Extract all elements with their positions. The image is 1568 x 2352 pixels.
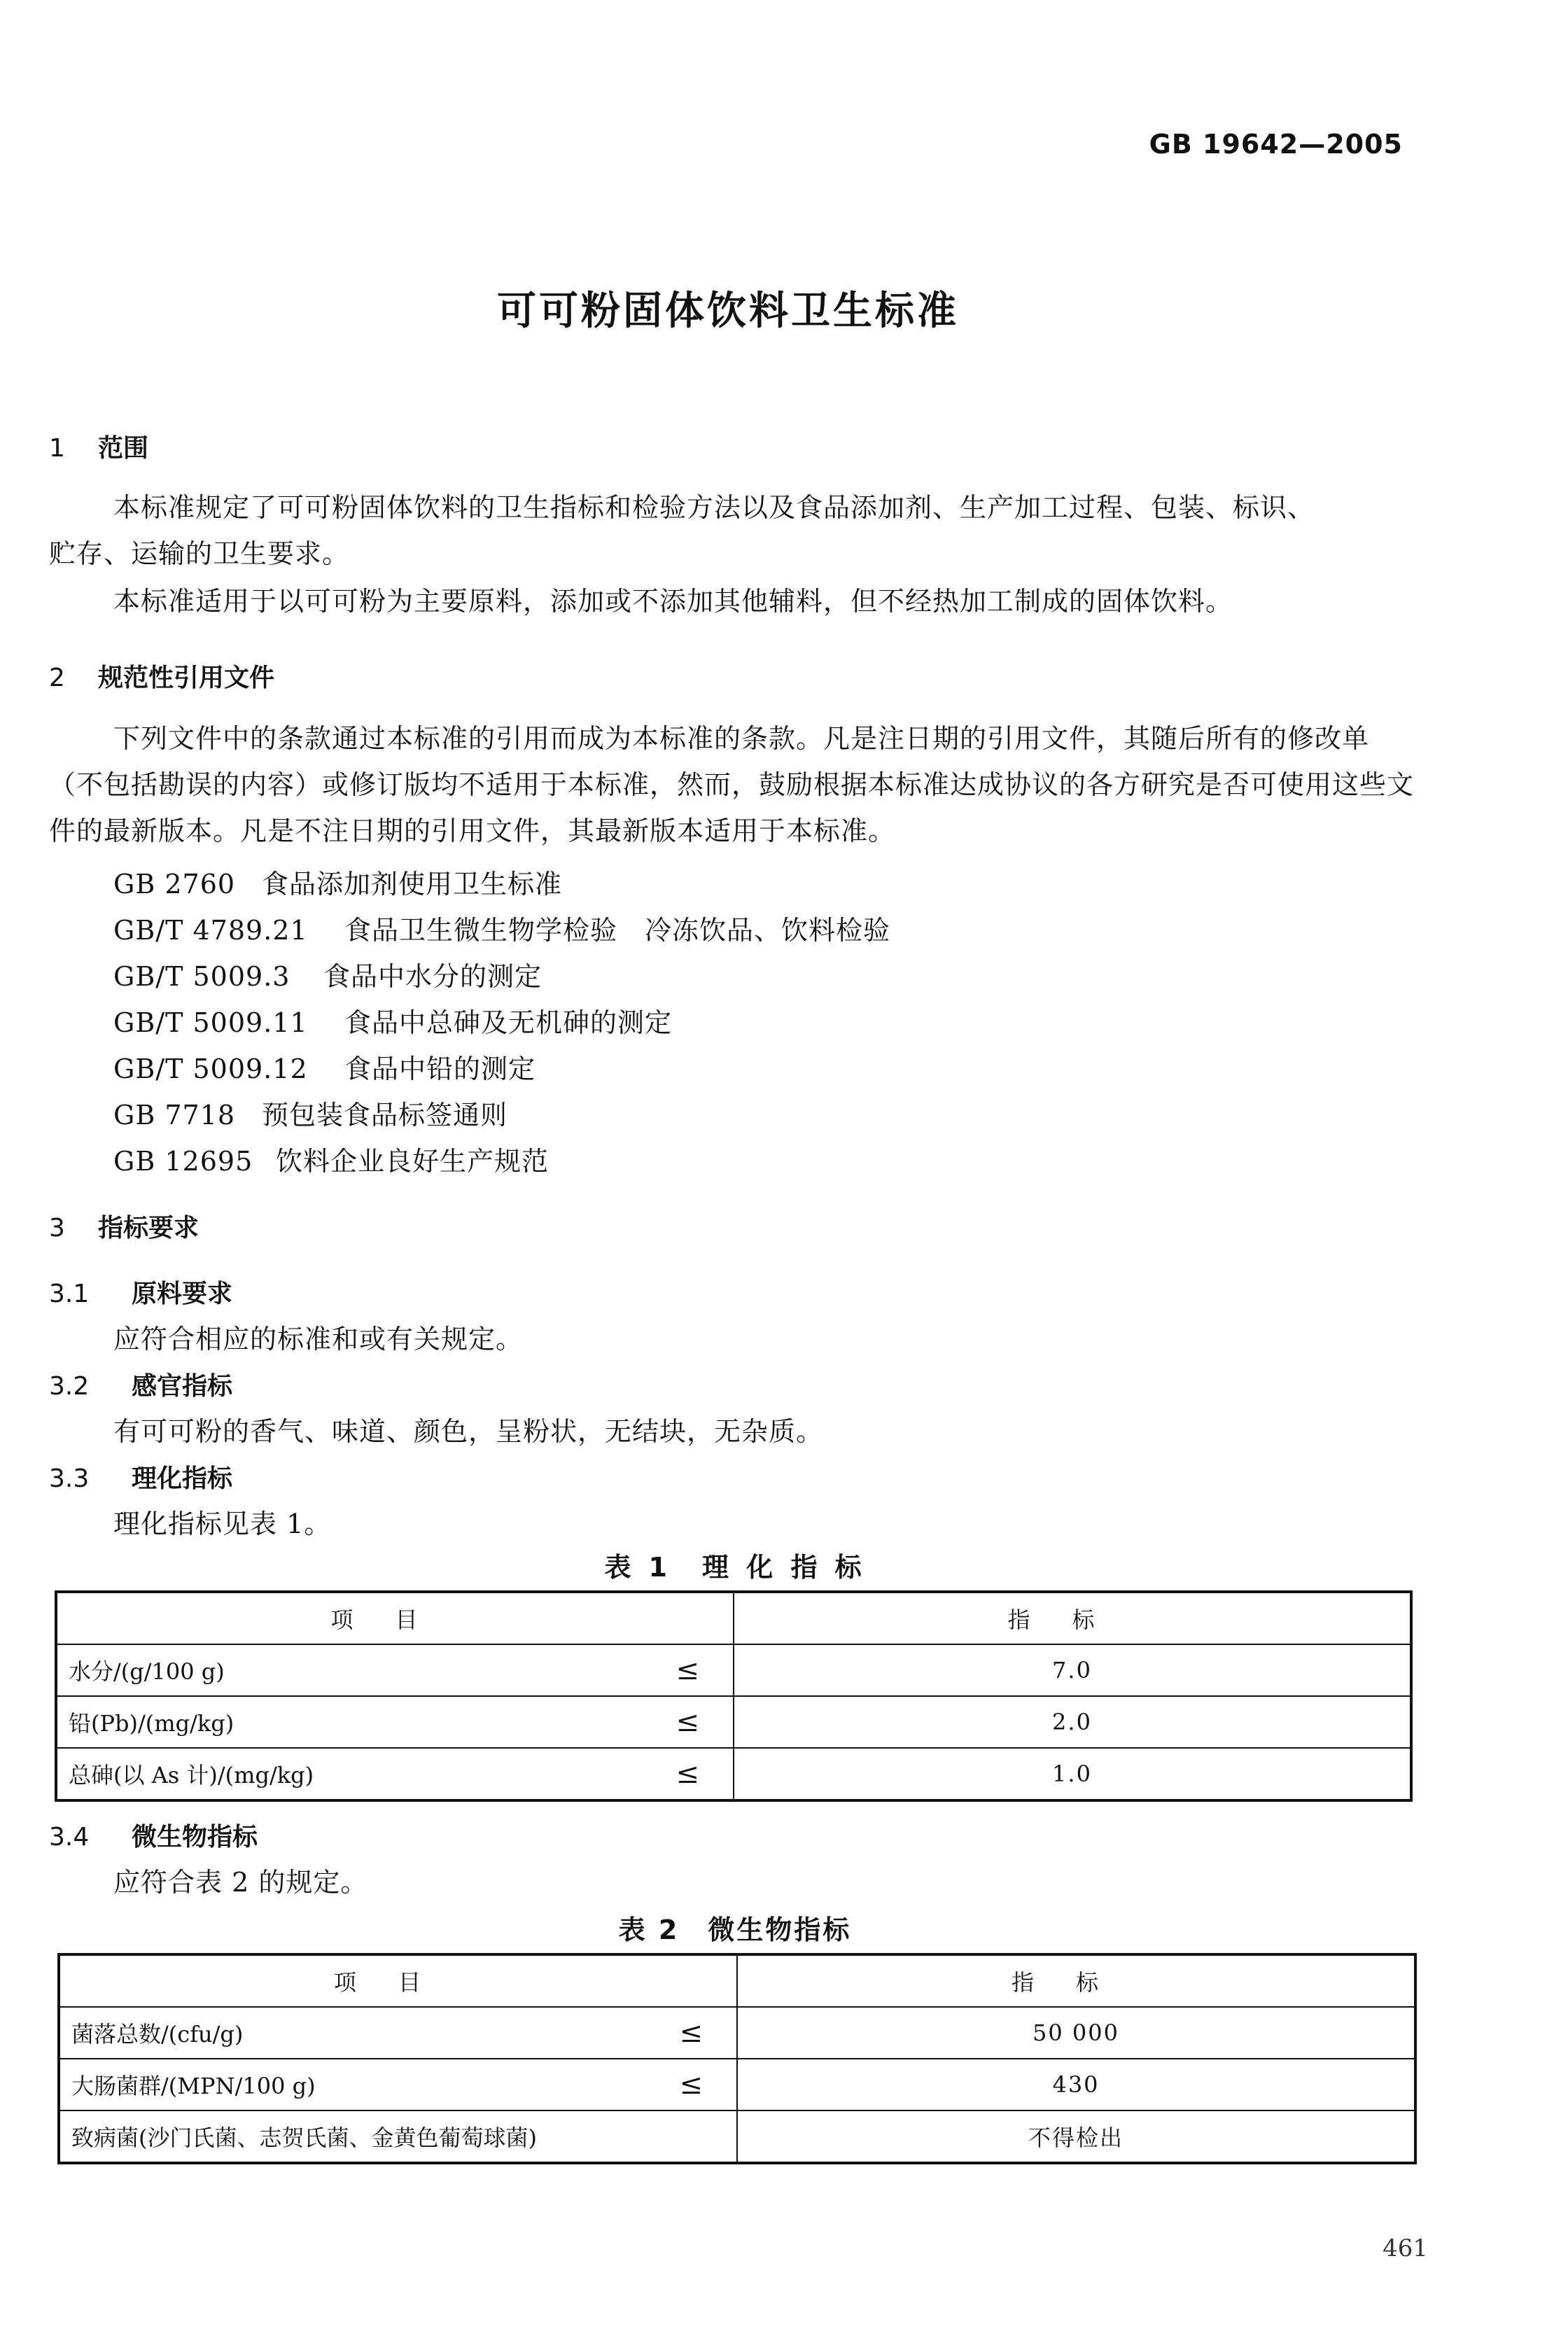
standard-number: GB 19642—2005 (1149, 129, 1403, 160)
table-1-caption: 表 1 理 化 指 标 (604, 1552, 866, 1583)
value-cell: 7.0 (734, 1644, 1411, 1696)
item-cell (59, 2007, 737, 2059)
section-3-4-heading (49, 1817, 258, 1853)
reference-item (113, 1047, 536, 1086)
value-cell: 430 (737, 2059, 1415, 2110)
reference-code: GB 12695 (113, 1146, 253, 1177)
reference-name: 食品卫生微生物学检验 冷冻饮品、饮料检验 (344, 915, 891, 946)
item-cell (56, 1644, 734, 1696)
section-3-heading (49, 1208, 199, 1244)
item-cell (59, 2110, 737, 2163)
section-1-heading (49, 428, 148, 464)
less-equal-symbol: ≤ (679, 2068, 703, 2101)
item-cell (56, 1696, 734, 1748)
table-row (56, 1696, 1411, 1748)
reference-item (113, 1001, 672, 1040)
table-row (56, 1644, 1411, 1696)
less-equal-symbol: ≤ (676, 1706, 699, 1738)
reference-item (113, 1140, 549, 1178)
reference-code: GB 7718 (113, 1100, 236, 1130)
reference-name: 食品中铅的测定 (344, 1054, 536, 1084)
table-header-row (56, 1592, 1411, 1644)
value-cell: 不得检出 (737, 2110, 1415, 2163)
reference-item (113, 862, 562, 901)
section-1-paragraph-1: 本标准规定了可可粉固体饮料的卫生指标和检验方法以及食品添加剂、生产加工过程、包装、标识、 (113, 492, 1315, 523)
table-2 (57, 1953, 1417, 2164)
section-title: 理化指标 (132, 1464, 233, 1493)
reference-name: 食品中水分的测定 (323, 961, 542, 992)
section-number: 3.3 (49, 1464, 90, 1493)
column-header-value: 指标 (737, 1954, 1415, 2007)
reference-item (113, 1093, 507, 1132)
reference-name: 饮料企业良好生产规范 (276, 1146, 550, 1177)
section-title: 原料要求 (132, 1280, 233, 1308)
section-number: 3 (49, 1214, 65, 1242)
item-label: 菌落总数/(cfu/g) (71, 2021, 244, 2047)
table-row (59, 2007, 1415, 2059)
section-number: 2 (49, 664, 65, 692)
item-label: 铅(Pb)/(mg/kg) (69, 1710, 234, 1737)
item-label: 大肠菌群/(MPN/100 g) (71, 2073, 316, 2099)
section-3-4-text: 应符合表 2 的规定。 (113, 1867, 368, 1898)
section-3-3-text: 理化指标见表 1。 (113, 1508, 332, 1539)
section-number: 3.4 (49, 1823, 90, 1851)
section-title: 范围 (98, 434, 149, 463)
table-2-caption: 表 2 微生物指标 (618, 1914, 852, 1945)
reference-name: 预包装食品标签通则 (262, 1100, 508, 1130)
column-header-item: 项目 (56, 1592, 734, 1644)
section-title: 微生物指标 (132, 1823, 258, 1851)
section-2-paragraph: 下列文件中的条款通过本标准的引用而成为本标准的条款。凡是注日期的引用文件，其随后所有的修改单（不包括勘误的内容）或修订版均不适用于本标准，然而，鼓励根据本标准达成协议的各方研究是否可使用这些文件的最新版本。凡是不注日期的引用文件，其最新版本适用于本标准。 (49, 723, 1415, 846)
less-equal-symbol: ≤ (676, 1758, 699, 1790)
table-header-row (59, 1954, 1415, 2007)
column-header-item: 项目 (59, 1954, 737, 2007)
section-3-2-text: 有可可粉的香气、味道、颜色，呈粉状，无结块，无杂质。 (113, 1416, 824, 1447)
table-row (59, 2059, 1415, 2110)
value-cell: 1.0 (734, 1748, 1411, 1800)
reference-name: 食品添加剂使用卫生标准 (262, 869, 563, 899)
item-label: 总砷(以 As 计)/(mg/kg) (69, 1762, 314, 1788)
page-number: 461 (1382, 2234, 1428, 2262)
reference-code: GB/T 4789.21 (113, 915, 308, 946)
table-row (56, 1748, 1411, 1800)
reference-code: GB/T 5009.3 (113, 961, 290, 992)
section-3-3-heading (49, 1459, 232, 1494)
reference-code: GB 2760 (113, 869, 236, 899)
section-number: 3.2 (49, 1372, 90, 1401)
reference-code: GB/T 5009.11 (113, 1007, 308, 1038)
item-label: 致病菌(沙门氏菌、志贺氏菌、金黄色葡萄球菌) (71, 2124, 537, 2151)
table-1 (55, 1590, 1413, 1802)
value-cell: 2.0 (734, 1696, 1411, 1748)
item-cell (56, 1748, 734, 1800)
section-3-1-heading (49, 1274, 232, 1310)
less-equal-symbol: ≤ (679, 2017, 703, 2049)
reference-name: 食品中总砷及无机砷的测定 (344, 1007, 673, 1038)
document-title: 可可粉固体饮料卫生标准 (497, 288, 959, 334)
item-cell (59, 2059, 737, 2110)
item-label: 水分/(g/100 g) (69, 1658, 225, 1685)
less-equal-symbol: ≤ (676, 1654, 699, 1686)
section-title: 感官指标 (132, 1372, 233, 1401)
section-title: 指标要求 (98, 1214, 200, 1242)
table-row (59, 2110, 1415, 2163)
section-3-1-text: 应符合相应的标准和或有关规定。 (113, 1324, 524, 1354)
section-number: 1 (49, 434, 65, 463)
column-header-value: 指标 (734, 1592, 1411, 1644)
section-3-2-heading (49, 1366, 232, 1402)
section-number: 3.1 (49, 1280, 90, 1308)
value-cell: 50 000 (737, 2007, 1415, 2059)
section-1-paragraph-2: 本标准适用于以可可粉为主要原料，添加或不添加其他辅料，但不经热加工制成的固体饮料。 (113, 586, 1233, 617)
reference-item (113, 955, 542, 993)
section-2-heading (49, 658, 274, 694)
reference-code: GB/T 5009.12 (113, 1054, 308, 1084)
section-1-paragraph-1-continued: 贮存、运输的卫生要求。 (49, 538, 350, 569)
section-title: 规范性引用文件 (98, 664, 275, 692)
reference-item (113, 909, 890, 947)
